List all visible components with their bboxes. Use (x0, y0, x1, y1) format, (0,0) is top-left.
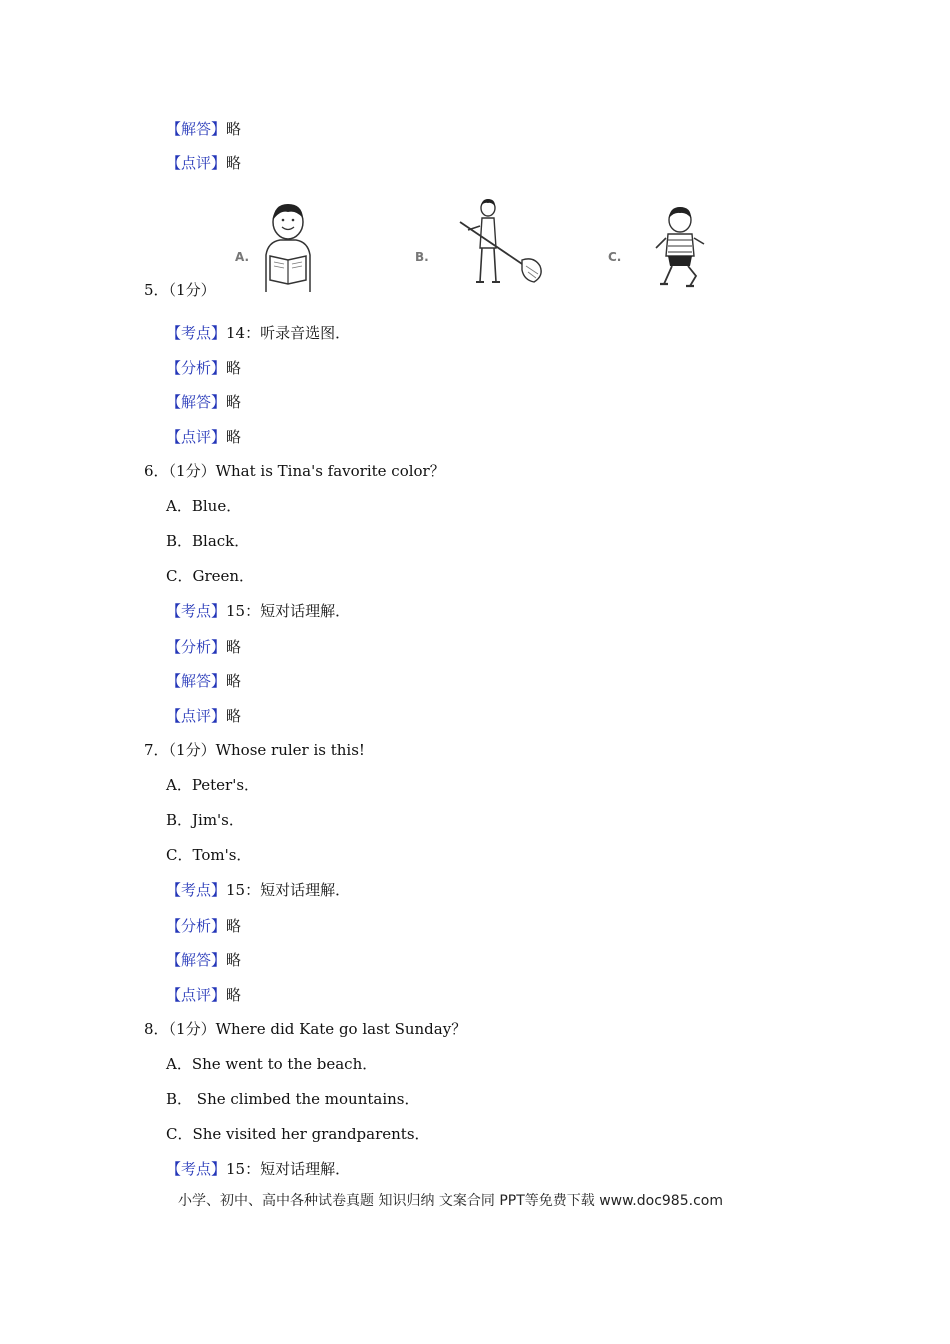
q5-kaodian: 【考点】14：听录音选图． (166, 324, 351, 342)
q8-kaodian: 【考点】15：短对话理解． (166, 1160, 351, 1178)
q5-jieda: 【解答】略 (166, 393, 242, 411)
q8-header: 8．（1分）Where did Kate go last Sunday？ (144, 1020, 467, 1038)
q6-fenxi: 【分析】略 (166, 638, 242, 656)
q7-fenxi: 【分析】略 (166, 917, 242, 935)
answer-row: 【解答】略 (166, 120, 242, 138)
q7-option-a: A．Peter's． (166, 776, 260, 794)
q5-dianping: 【点评】略 (166, 428, 242, 446)
q6-kaodian: 【考点】15：短对话理解． (166, 602, 351, 620)
q8-option-b: B． She climbed the mountains． (166, 1090, 420, 1108)
q5-picture-options (230, 194, 730, 294)
picture-label-b: B. (415, 250, 429, 264)
boy-sweeping-floor-image (458, 196, 550, 290)
picture-label-c: C. (608, 250, 622, 264)
q7-kaodian: 【考点】15：短对话理解． (166, 881, 351, 899)
q7-header: 7．（1分）Whose ruler is this! (144, 741, 365, 759)
q7-jieda: 【解答】略 (166, 951, 242, 969)
picture-label-a: A. (235, 250, 250, 264)
q6-jieda: 【解答】略 (166, 672, 242, 690)
q6-option-b: B．Black． (166, 532, 250, 550)
q6-option-a: A．Blue． (166, 497, 242, 515)
q8-option-c: C．She visited her grandparents． (166, 1125, 430, 1143)
q6-header: 6．（1分）What is Tina's favorite color？ (144, 462, 445, 480)
q5-header: 5．（1分） (144, 281, 216, 299)
comment-row: 【点评】略 (166, 154, 242, 172)
boy-reading-book-image (252, 200, 324, 294)
boy-running-image (650, 204, 710, 290)
q7-option-b: B．Jim's． (166, 811, 244, 829)
q6-option-c: C．Green． (166, 567, 255, 585)
q5-fenxi: 【分析】略 (166, 359, 242, 377)
page-footer: 小学、初中、高中各种试卷真题 知识归纳 文案合同 PPT等免费下载 www.doc985.com (178, 1193, 723, 1209)
q7-dianping: 【点评】略 (166, 986, 242, 1004)
q6-dianping: 【点评】略 (166, 707, 242, 725)
q7-option-c: C．Tom's． (166, 846, 252, 864)
q8-option-a: A．She went to the beach． (166, 1055, 378, 1073)
